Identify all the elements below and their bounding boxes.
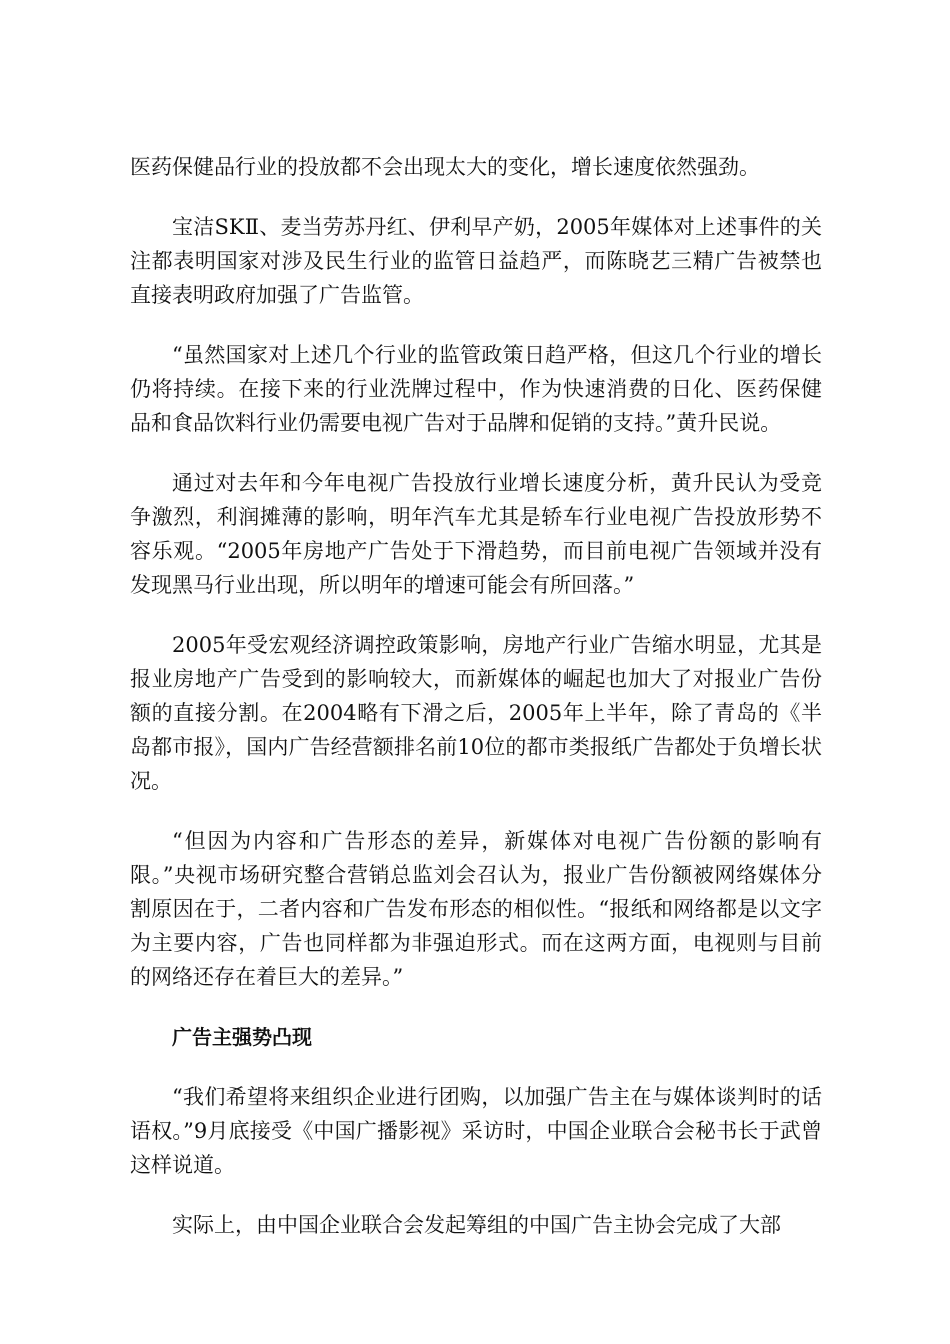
paragraph-real-estate: 2005年受宏观经济调控政策影响，房地产行业广告缩水明显，尤其是报业房地产广告受到的影响较大，而新媒体的崛起也加大了对报业广告份额的直接分割。在2004略有下滑之后，2005年上半年，除了青岛的《半岛都市报》，国内广告经营额排名前10位的都市类报纸广告都处于负增长状况。 bbox=[130, 633, 822, 793]
paragraph-growth-analysis: 通过对去年和今年电视广告投放行业增长速度分析，黄升民认为受竞争激烈，利润摊薄的影响，明年汽车尤其是轿车行业电视广告投放形势不容乐观。“2005年房地产广告处于下滑趋势，而目前电视广告领域并没有发现黑马行业出现，所以明年的增速可能会有所回落。” bbox=[130, 471, 822, 597]
paragraph-group-purchase: “我们希望将来组织企业进行团购，以加强广告主在与媒体谈判时的话语权。”9月底接受《中国广播影视》采访时，中国企业联合会秘书长于武曾这样说道。 bbox=[130, 1085, 822, 1177]
document-page bbox=[130, 150, 822, 1268]
paragraph-advertiser-association: 实际上，由中国企业联合会发起筹组的中国广告主协会完成了大部 bbox=[172, 1213, 781, 1237]
paragraph-new-media: “但因为内容和广告形态的差异，新媒体对电视广告份额的影响有限。”央视市场研究整合营销总监刘会召认为，报业广告份额被网络媒体分割原因在于，二者内容和广告发布形态的相似性。“报纸和网络都是以文字为主要内容，广告也同样都为非强迫形式。而在这两方面，电视则与目前的网络还存在着巨大的差异。” bbox=[130, 829, 822, 989]
paragraph-regulation-events: 宝洁SKⅡ、麦当劳苏丹红、伊利早产奶，2005年媒体对上述事件的关注都表明国家对涉及民生行业的监管日益趋严，而陈晓艺三精广告被禁也直接表明政府加强了广告监管。 bbox=[130, 215, 822, 307]
paragraph-huang-quote: “虽然国家对上述几个行业的监管政策日趋严格，但这几个行业的增长仍将持续。在接下来的行业洗牌过程中，作为快速消费的日化、医药保健品和食品饮料行业仍需要电视广告对于品牌和促销的支持。”黄升民说。 bbox=[130, 343, 822, 435]
section-heading: 广告主强势凸现 bbox=[172, 1025, 312, 1049]
paragraph-continuation: 医药保健品行业的投放都不会出现太大的变化，增长速度依然强劲。 bbox=[130, 155, 760, 179]
